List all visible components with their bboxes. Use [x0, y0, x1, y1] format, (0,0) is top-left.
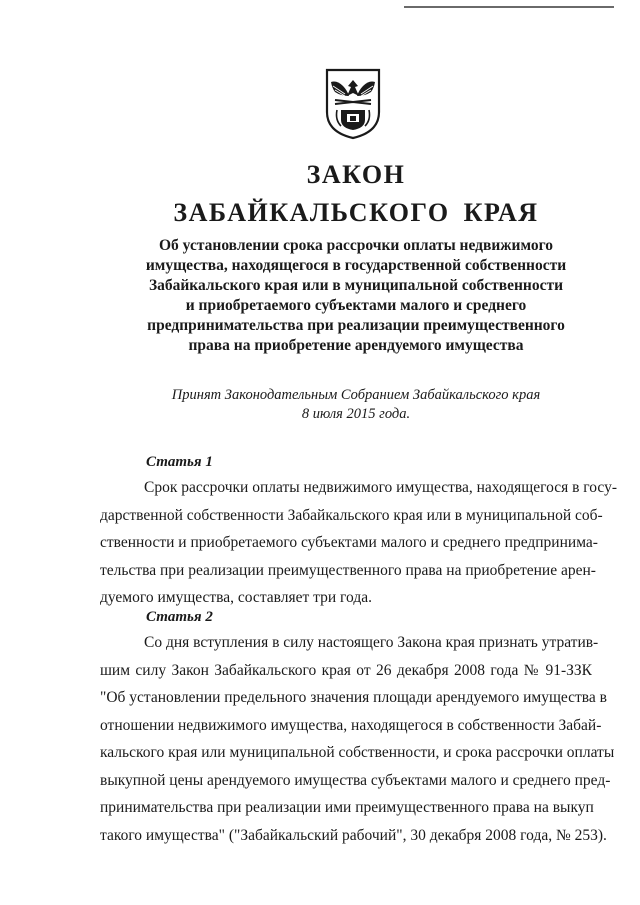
scan-edge-line [404, 6, 614, 8]
article-line: выкупной цены арендуемого имущества субъектами малого и среднего пред- [100, 771, 611, 789]
article-line: шим силу Закон Забайкальского края от 26 декабря 2008 года № 91-ЗЗК [100, 661, 592, 679]
article-line: принимательства при реализации ими преимущественного права на выкуп [100, 799, 594, 816]
coat-of-arms-emblem [323, 66, 383, 140]
article-line: "Об установлении предельного значения площади арендуемого имущества в [100, 689, 607, 706]
adoption-date: 8 июля 2015 года. [301, 406, 411, 422]
article-1-heading: Статья 1 [146, 454, 213, 470]
subtitle-line: Об установлении срока рассрочки оплаты недвижимого [159, 237, 553, 254]
article-line: ственности и приобретаемого субъектами малого и среднего предпринима- [100, 534, 598, 551]
subtitle-line: Забайкальского края или в муниципальной собственности [148, 277, 564, 294]
article-line: кальского края или муниципальной собственности, и срока рассрочки оплаты [100, 744, 615, 761]
adoption-line: Принят Законодательным Собранием Забайкальского края [171, 387, 541, 403]
article-line: тельства при реализации преимущественного права на приобретение арен- [100, 561, 596, 579]
subtitle-line: права на приобретение арендуемого имущества [188, 337, 524, 354]
article-line: такого имущества" ("Забайкальский рабочий", 30 декабря 2008 года, № 253). [100, 826, 607, 844]
article-line: Со дня вступления в силу настоящего Закона края признать утратив- [144, 634, 599, 651]
adoption-note [120, 386, 592, 424]
article-line: отношении недвижимого имущества, находящегося в собственности Забай- [100, 716, 602, 734]
law-region-title: ЗАБАЙКАЛЬСКОГО КРАЯ [173, 198, 539, 227]
article-2-body [100, 629, 615, 849]
law-subtitle [120, 236, 592, 356]
subtitle-line: и приобретаемого субъектами малого и среднего [185, 297, 527, 314]
subtitle-line: предпринимательства при реализации преимущественного [147, 317, 565, 334]
article-1-body [100, 474, 617, 612]
coat-of-arms-icon [323, 66, 383, 140]
article-line: дуемого имущества, составляет три года. [100, 589, 372, 606]
article-2-heading: Статья 2 [146, 609, 213, 625]
article-line: Срок рассрочки оплаты недвижимого имущества, находящегося в госу- [144, 479, 617, 496]
subtitle-line: имущества, находящегося в государственной собственности [145, 257, 567, 274]
article-line: дарственной собственности Забайкальского края или в муниципальной соб- [100, 506, 603, 524]
law-title: ЗАКОН [306, 160, 406, 189]
